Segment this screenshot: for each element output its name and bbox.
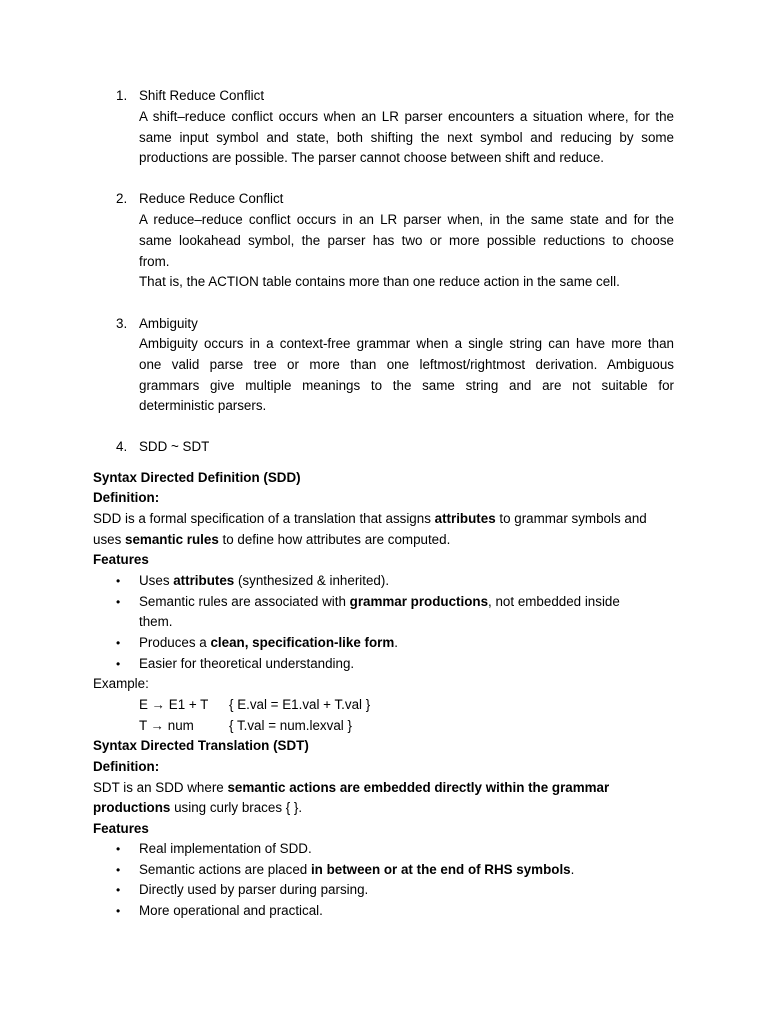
bullet-icon: • [116, 863, 121, 877]
paragraph-line: grammars give multiple meanings to the same string and are not suitable for [139, 378, 674, 393]
paragraph-line: A shift–reduce conflict occurs when an LR parser encounters a situation where, for the [139, 109, 674, 124]
paragraph-line: Ambiguity occurs in a context-free grammar when a single string can have more than [139, 336, 674, 351]
paragraph-line: deterministic parsers. [139, 398, 267, 413]
bullet-icon: • [116, 842, 121, 856]
list-item-title: Reduce Reduce Conflict [139, 191, 284, 206]
definition-label: Definition: [93, 490, 160, 505]
list-item: Directly used by parser during parsing. [139, 882, 369, 897]
features-label: Features [93, 821, 149, 836]
paragraph-line: productions using curly braces { }. [93, 800, 303, 815]
paragraph-line: uses semantic rules to define how attributes are computed. [93, 532, 451, 547]
list-item: Semantic actions are placed in between or at the end of RHS symbols. [139, 862, 575, 877]
example-rule: { E.val = E1.val + T.val } [229, 697, 371, 712]
paragraph-line: same lookahead symbol, the parser has two or more possible reductions to choose [139, 233, 674, 248]
list-number: 3. [116, 316, 128, 331]
example-rule: { T.val = num.lexval } [229, 718, 352, 733]
paragraph-line: one valid parse tree or more than one leftmost/rightmost derivation. Ambiguous [139, 357, 674, 372]
bullet-icon: • [116, 657, 121, 671]
list-number: 2. [116, 191, 128, 206]
list-number: 4. [116, 439, 128, 454]
section-heading: Syntax Directed Translation (SDT) [93, 738, 309, 753]
list-item-title: SDD ~ SDT [139, 439, 210, 454]
list-item: Uses attributes (synthesized & inherited). [139, 573, 390, 588]
paragraph-line: SDD is a formal specification of a translation that assigns attributes to grammar symbols and [93, 511, 647, 526]
example-label: Example: [93, 676, 149, 691]
paragraph-line: SDT is an SDD where semantic actions are embedded directly within the grammar [93, 780, 610, 795]
list-item: Semantic rules are associated with grammar productions, not embedded inside [139, 594, 620, 609]
paragraph-line: same input symbol and state, both shifting the next symbol and reducing by some [139, 130, 674, 145]
definition-label: Definition: [93, 759, 160, 774]
paragraph-line: A reduce–reduce conflict occurs in an LR parser when, in the same state and for the [139, 212, 674, 227]
example-production: E → E1 + T [139, 697, 209, 712]
features-label: Features [93, 552, 149, 567]
paragraph-line: That is, the ACTION table contains more than one reduce action in the same cell. [139, 274, 620, 289]
list-item: Real implementation of SDD. [139, 841, 312, 856]
list-item-title: Ambiguity [139, 316, 198, 331]
paragraph-line: productions are possible. The parser cannot choose between shift and reduce. [139, 150, 604, 165]
list-item: Easier for theoretical understanding. [139, 656, 355, 671]
list-item: More operational and practical. [139, 903, 323, 918]
bullet-icon: • [116, 574, 121, 588]
list-item-title: Shift Reduce Conflict [139, 88, 265, 103]
example-production: T → num [139, 718, 194, 733]
paragraph-line: from. [139, 254, 170, 269]
list-number: 1. [116, 88, 128, 103]
bullet-icon: • [116, 595, 121, 609]
section-heading: Syntax Directed Definition (SDD) [93, 470, 301, 485]
list-item: Produces a clean, specification-like form. [139, 635, 399, 650]
bullet-icon: • [116, 904, 121, 918]
list-item-continuation: them. [139, 614, 173, 629]
bullet-icon: • [116, 883, 121, 897]
bullet-icon: • [116, 636, 121, 650]
